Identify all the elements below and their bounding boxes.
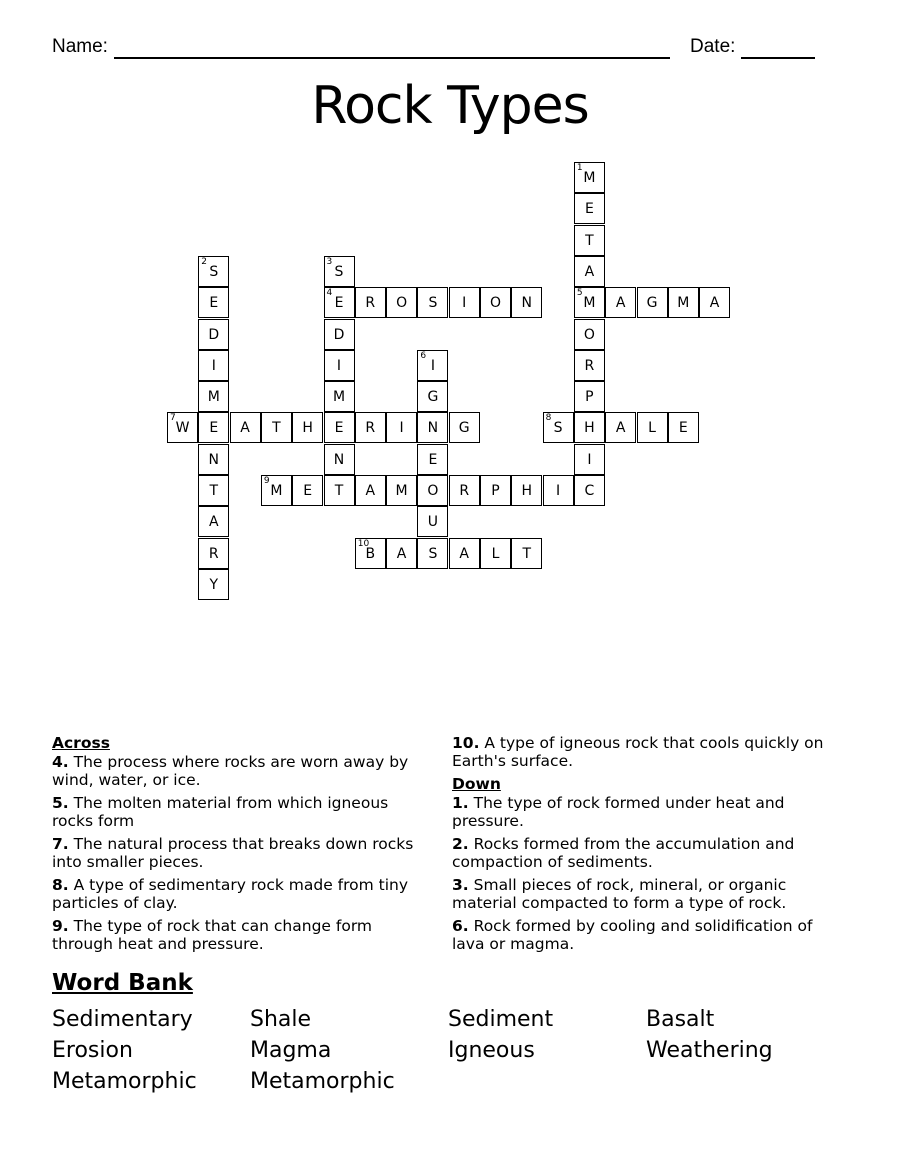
- crossword-cell[interactable]: [386, 412, 417, 443]
- crossword-cell[interactable]: [449, 287, 480, 318]
- crossword-cell[interactable]: [198, 475, 229, 506]
- cell-letter: A: [365, 483, 376, 499]
- crossword-cell[interactable]: [480, 538, 511, 569]
- cell-letter: E: [584, 201, 594, 218]
- crossword-cell[interactable]: [574, 162, 605, 193]
- clues-right-column: [452, 734, 832, 958]
- cell-letter: N: [208, 451, 220, 468]
- cell-letter: T: [585, 232, 594, 249]
- clue-text: The natural process that breaks down rocks into smaller pieces.: [52, 835, 414, 871]
- word-bank-item: Sedimentary: [52, 1007, 193, 1032]
- crossword-cell[interactable]: [449, 538, 480, 569]
- cell-letter: D: [208, 326, 220, 343]
- crossword-cell[interactable]: [386, 538, 417, 569]
- cell-letter: H: [521, 483, 533, 499]
- cell-letter: N: [521, 295, 533, 312]
- down-heading: Down: [452, 775, 501, 793]
- crossword-cell[interactable]: [543, 475, 574, 506]
- cell-letter: A: [240, 420, 250, 437]
- cell-letter: E: [428, 451, 438, 468]
- crossword-cell[interactable]: [574, 287, 605, 318]
- cell-letter: A: [615, 420, 626, 437]
- cell-letter: I: [399, 420, 404, 437]
- crossword-cell[interactable]: [198, 381, 229, 412]
- crossword-cell[interactable]: [417, 444, 448, 475]
- crossword-cell[interactable]: [637, 412, 668, 443]
- cell-letter: W: [175, 420, 190, 437]
- cell-letter: H: [302, 420, 313, 437]
- crossword-cell[interactable]: [324, 287, 355, 318]
- word-bank: [52, 1004, 852, 1097]
- cell-letter: M: [207, 389, 220, 406]
- crossword-cell[interactable]: [574, 444, 605, 475]
- cell-letter: S: [334, 263, 344, 280]
- cell-letter: T: [522, 545, 532, 562]
- crossword-cell[interactable]: [261, 475, 292, 506]
- crossword-cell[interactable]: [417, 287, 448, 318]
- crossword-cell[interactable]: [324, 350, 355, 381]
- clue-across-5: [52, 794, 422, 830]
- across-heading: Across: [52, 734, 110, 752]
- crossword-cell[interactable]: [543, 412, 574, 443]
- cell-letter: A: [209, 514, 219, 531]
- crossword-cell[interactable]: [292, 475, 323, 506]
- cell-letter: R: [365, 295, 376, 312]
- crossword-cell[interactable]: [324, 412, 355, 443]
- word-bank-item: Basalt: [646, 1007, 715, 1032]
- clue-text: Rock formed by cooling and solidification of lava or magma.: [452, 917, 813, 953]
- crossword-cell[interactable]: [167, 412, 198, 443]
- cell-letter: Y: [209, 576, 219, 593]
- clue-down-1: [452, 794, 832, 830]
- clue-text: The molten material from which igneous rocks form: [52, 794, 389, 830]
- crossword-cell[interactable]: [198, 256, 229, 287]
- cell-letter: E: [209, 295, 219, 312]
- clue-text: Rocks formed from the accumulation and compaction of sediments.: [452, 835, 795, 871]
- clue-text: The type of rock that can change form through heat and pressure.: [52, 917, 373, 953]
- cell-letter: N: [427, 420, 439, 437]
- cell-letter: A: [709, 295, 720, 312]
- crossword-cell[interactable]: [449, 412, 480, 443]
- cell-letter: S: [553, 420, 563, 437]
- crossword-cell[interactable]: [417, 475, 448, 506]
- cell-letter: S: [209, 263, 219, 280]
- clue-number: 4.: [52, 753, 69, 771]
- clue-number: 2.: [452, 835, 469, 853]
- crossword-cell[interactable]: [292, 412, 323, 443]
- crossword-cell[interactable]: [386, 287, 417, 318]
- crossword-cell[interactable]: [480, 475, 511, 506]
- cell-number: 9: [263, 476, 270, 486]
- crossword-cell[interactable]: [511, 475, 542, 506]
- word-bank-item: Metamorphic: [52, 1069, 197, 1094]
- clue-number: 8.: [52, 876, 69, 894]
- clue-text: The type of rock formed under heat and pressure.: [452, 794, 785, 830]
- crossword-cell[interactable]: [324, 444, 355, 475]
- clue-text: The process where rocks are worn away by wind, water, or ice.: [52, 753, 409, 789]
- cell-letter: E: [678, 420, 688, 437]
- cell-letter: G: [458, 420, 470, 437]
- cell-number: 4: [326, 288, 333, 299]
- crossword-cell[interactable]: [417, 381, 448, 412]
- clue-number: 10.: [452, 734, 480, 752]
- cell-letter: E: [334, 295, 344, 312]
- cell-letter: T: [209, 483, 219, 499]
- cell-letter: O: [583, 326, 595, 343]
- cell-letter: M: [677, 295, 690, 312]
- cell-number: 10: [357, 538, 370, 549]
- cell-letter: A: [615, 295, 626, 312]
- crossword-cell[interactable]: [355, 287, 386, 318]
- cell-letter: M: [332, 389, 346, 406]
- name-label: Name:: [52, 36, 108, 57]
- clue-across-9: [52, 917, 422, 953]
- clue-number: 6.: [452, 917, 469, 935]
- crossword-cell[interactable]: [574, 225, 605, 256]
- crossword-cell[interactable]: [574, 381, 605, 412]
- crossword-cell[interactable]: [668, 287, 699, 318]
- clue-across-8: [52, 876, 422, 912]
- cell-letter: P: [491, 483, 500, 499]
- cell-letter: R: [459, 483, 470, 499]
- clue-number: 1.: [452, 794, 469, 812]
- crossword-cell[interactable]: [574, 350, 605, 381]
- word-bank-item: Sediment: [448, 1007, 554, 1032]
- word-bank-item: Magma: [250, 1038, 332, 1063]
- cell-letter: H: [584, 420, 595, 437]
- cell-letter: M: [270, 483, 283, 499]
- crossword-cell[interactable]: [230, 412, 261, 443]
- cell-letter: G: [427, 389, 439, 406]
- cell-letter: A: [584, 263, 595, 280]
- cell-letter: L: [648, 420, 656, 437]
- cell-letter: D: [333, 326, 345, 343]
- cell-letter: I: [587, 451, 592, 468]
- crossword-cell[interactable]: [198, 506, 229, 537]
- crossword-cell[interactable]: [417, 412, 448, 443]
- cell-letter: S: [428, 545, 438, 562]
- clue-across-7: [52, 835, 422, 871]
- crossword-cell[interactable]: [417, 538, 448, 569]
- crossword-cell[interactable]: [417, 350, 448, 381]
- cell-letter: P: [585, 389, 594, 406]
- clue-down-2: [452, 835, 832, 871]
- crossword-cell[interactable]: [480, 287, 511, 318]
- clue-text: A type of sedimentary rock made from tiny particles of clay.: [52, 876, 409, 912]
- crossword-cell[interactable]: [355, 538, 386, 569]
- cell-letter: R: [584, 357, 595, 374]
- crossword-cell[interactable]: [574, 193, 605, 224]
- cell-letter: I: [336, 357, 342, 374]
- cell-letter: B: [365, 545, 376, 562]
- cell-letter: A: [459, 545, 469, 562]
- cell-number: 8: [545, 413, 552, 424]
- clue-number: 9.: [52, 917, 69, 935]
- clue-text: A type of igneous rock that cools quickly on Earth's surface.: [452, 734, 824, 770]
- cell-letter: R: [208, 545, 219, 562]
- cell-letter: U: [427, 514, 439, 531]
- cell-letter: C: [584, 483, 595, 499]
- cell-letter: S: [428, 295, 438, 312]
- clue-text: Small pieces of rock, mineral, or organic material compacted to form a type of rock.: [452, 876, 787, 912]
- crossword-cell[interactable]: [574, 412, 605, 443]
- crossword-cell[interactable]: [324, 475, 355, 506]
- cell-letter: R: [365, 420, 376, 437]
- cell-letter: O: [489, 295, 502, 312]
- cell-letter: T: [272, 420, 281, 437]
- word-bank-item: Shale: [250, 1007, 312, 1032]
- crossword-cell[interactable]: [449, 475, 480, 506]
- cell-letter: M: [583, 295, 596, 312]
- cell-letter: N: [333, 451, 345, 468]
- crossword-cell[interactable]: [324, 319, 355, 350]
- crossword-cell[interactable]: [198, 569, 229, 600]
- cell-number: 6: [420, 350, 427, 361]
- crossword-cell[interactable]: [324, 256, 355, 287]
- word-bank-item: Erosion: [52, 1038, 133, 1063]
- cell-letter: I: [556, 483, 561, 499]
- crossword-cell[interactable]: [574, 319, 605, 350]
- clue-number: 3.: [452, 876, 469, 894]
- crossword-cell[interactable]: [605, 412, 636, 443]
- cell-number: 3: [326, 256, 333, 267]
- cell-number: 2: [201, 256, 208, 267]
- clue-number: 5.: [52, 794, 69, 812]
- cell-letter: E: [209, 420, 219, 437]
- date-label: Date:: [690, 36, 736, 57]
- crossword-cell[interactable]: [198, 350, 229, 381]
- cell-number: 5: [576, 288, 583, 299]
- crossword-cell[interactable]: [355, 475, 386, 506]
- crossword-cell[interactable]: [574, 475, 605, 506]
- clue-across-10: [452, 734, 832, 770]
- cell-letter: A: [396, 545, 407, 562]
- cell-letter: G: [646, 295, 658, 312]
- page-title: Rock Types: [311, 76, 589, 136]
- cell-letter: O: [427, 483, 439, 499]
- crossword-cell[interactable]: [198, 444, 229, 475]
- word-bank-item: Igneous: [448, 1038, 535, 1063]
- cell-letter: I: [462, 295, 467, 312]
- cell-letter: L: [491, 545, 500, 562]
- crossword-cell[interactable]: [198, 287, 229, 318]
- cell-letter: M: [583, 170, 596, 186]
- cell-number: 7: [170, 413, 176, 424]
- crossword-cell[interactable]: [198, 538, 229, 569]
- cell-letter: E: [334, 420, 344, 437]
- clue-across-4: [52, 753, 422, 789]
- cell-letter: O: [396, 295, 408, 312]
- crossword-cell[interactable]: [324, 381, 355, 412]
- crossword-cell[interactable]: [511, 287, 542, 318]
- crossword-cell[interactable]: [261, 412, 292, 443]
- cell-letter: I: [211, 357, 216, 374]
- cell-letter: T: [334, 483, 344, 499]
- cell-letter: E: [303, 483, 313, 499]
- cell-letter: M: [395, 483, 408, 499]
- crossword-cell[interactable]: [637, 287, 668, 318]
- clue-number: 7.: [52, 835, 69, 853]
- crossword-cell[interactable]: [511, 538, 542, 569]
- clues-left-column: [52, 734, 422, 958]
- cell-letter: I: [430, 357, 435, 374]
- crossword-cell[interactable]: [574, 256, 605, 287]
- crossword-cell[interactable]: [699, 287, 730, 318]
- crossword-cell[interactable]: [417, 506, 448, 537]
- crossword-cell[interactable]: [605, 287, 636, 318]
- word-bank-heading: Word Bank: [52, 970, 193, 996]
- crossword-cell[interactable]: [668, 412, 699, 443]
- crossword-cell[interactable]: [386, 475, 417, 506]
- word-bank-item: Weathering: [646, 1038, 773, 1063]
- cell-number: 1: [576, 163, 583, 173]
- crossword-cell[interactable]: [198, 319, 229, 350]
- crossword-cell[interactable]: [198, 412, 229, 443]
- clue-down-3: [452, 876, 832, 912]
- clue-down-6: [452, 917, 832, 953]
- crossword-cell[interactable]: [355, 412, 386, 443]
- word-bank-item: Metamorphic: [250, 1069, 395, 1094]
